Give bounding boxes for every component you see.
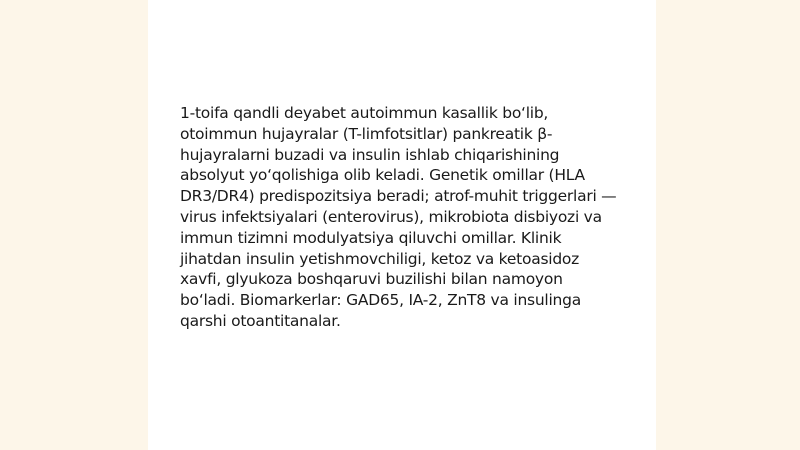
body-paragraph: 1-toifa qandli deyabet autoimmun kasallik bo‘lib, otoimmun hujayralar (T-limfotsitlar) pankreatik β-hujayralarni buzadi va insulin ishlab chiqarishining absolyut yo‘qolishiga olib keladi. Genetik omillar (HLA DR3/DR4) predispozitsiya beradi; atrof-muhit triggerlari — virus infektsiyalari (enterovirus), mikrobiota disbiyozi va immun tizimni modulyatsiya qiluvchi omillar. Klinik jihatdan insulin yetishmovchiligi, ketoz va ketoasidoz xavfi, glyukoza boshqaruvi buzilishi bilan namoyon bo‘ladi. Biomarkerlar: GAD65, IA-2, ZnT8 va insulinga qarshi otoantitanalar. (180, 104, 617, 330)
document-page (148, 0, 656, 450)
